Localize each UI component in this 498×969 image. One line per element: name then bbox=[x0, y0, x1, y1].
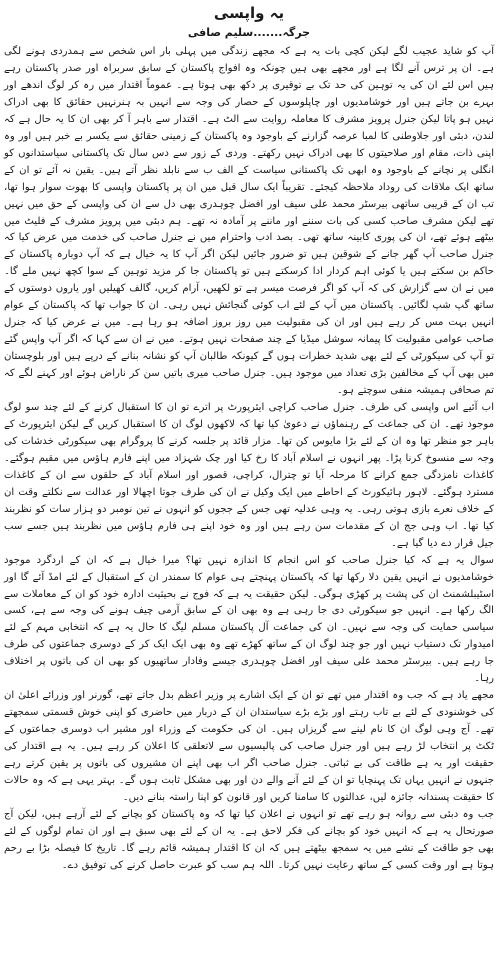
article-byline: جرگہ.......سلیم صافی bbox=[187, 26, 311, 39]
article-title: یہ واپسی bbox=[213, 4, 285, 22]
article-paragraph: جب وہ دبئی سے روانہ ہو رہے تھے تو انہوں نے اعلان کیا تھا کہ وہ پاکستان کو بچانے کے لئے آرہے ہیں، لیکن آج صورتحال یہ ہے کہ انہیں خود کو بچانے کی فکر لاحق ہے۔ یہ ان کے لئے بھی سبق ہے اور ان تمام لوگوں کے لئے بھی جو طاقت کے نشے میں یہ سمجھ بیٹھتے ہیں کہ ان کا اقتدار ہمیشہ قائم رہے گا۔ تاریخ کا فیصلہ بڑا بے رحم ہوتا ہے اور وقت کسی کے ساتھ رعایت نہیں کرتا۔ اللہ ہم سب کو عبرت حاصل کرنے کی توفیق دے۔ bbox=[4, 808, 494, 871]
article-paragraph: اب آئیے اس واپسی کی طرف۔ جنرل صاحب کراچی ایئرپورٹ پر اترے تو ان کا استقبال کرنے کے لئے چند سو لوگ موجود تھے۔ ان کی جماعت کے رہنماؤں نے دعویٰ کیا تھا کہ لاکھوں لوگ ان کا استقبال کریں گے لیکن ایئرپورٹ کے باہر جو منظر تھا وہ ان کے لئے بڑا مایوس کن تھا۔ مزار قائد پر جلسہ کرنے کا پروگرام بھی سیکورٹی خدشات کی وجہ سے منسوخ کرنا پڑا۔ پھر انہوں نے اسلام آباد کا رخ کیا اور چک شہزاد میں اپنے فارم ہاؤس میں مقیم ہوگئے۔ کاغذات نامزدگی جمع کرانے کا مرحلہ آیا تو چترال، کراچی، قصور اور اسلام آباد کے حلقوں سے ان کے کاغذات مسترد ہوگئے۔ لاہور ہائیکورٹ کے احاطے میں ایک وکیل نے ان کی طرف جوتا اچھالا اور عدالت سے نکلتے وقت ان کے خلاف نعرے بازی ہوتی رہی۔ یہ وہی عدلیہ تھی جس کے ججوں کو انہوں نے تین نومبر دو ہزار سات کو نظربند کیا تھا۔ اب وہی جج ان کے مقدمات سن رہے ہیں اور وہ خود اپنے ہی فارم ہاؤس میں نظربند ہیں جسے سب جیل قرار دے دیا گیا ہے۔ bbox=[4, 402, 494, 549]
article-paragraph: سوال یہ ہے کہ کیا جنرل صاحب کو اس انجام کا اندازہ نہیں تھا؟ میرا خیال ہے کہ ان کے اردگرد موجود خوشامدیوں نے انہیں یقین دلا رکھا تھا کہ پاکستان پہنچتے ہی عوام کا سمندر ان کے استقبال کے لئے امڈ آئے گا اور اسٹیبلشمنٹ ان کی پشت پر کھڑی ہوگی۔ لیکن حقیقت یہ ہے کہ فوج نے بحیثیت ادارہ خود کو ان کے معاملات سے الگ رکھا ہے۔ انہیں جو سیکورٹی دی جا رہی ہے وہ بھی ان کے سابق آرمی چیف ہونے کی وجہ سے ہے، کسی سیاسی حمایت کی وجہ سے نہیں۔ ان کی جماعت آل پاکستان مسلم لیگ کا حال یہ ہے کہ انتخابی مہم کے لئے امیدوار تک دستیاب نہیں اور جو چند لوگ ان کے ساتھ کھڑے تھے وہ بھی ایک ایک کر کے دوسری جماعتوں کی طرف جا رہے ہیں۔ بیرسٹر محمد علی سیف اور افضل چوہدری جیسے وفادار ساتھیوں کو بھی ان کی باتوں پر اختلاف رہا۔ bbox=[4, 554, 494, 685]
article-body bbox=[4, 44, 494, 875]
article-paragraph: آپ کو شاید عجیب لگے لیکن کچی بات یہ ہے کہ مجھے زندگی میں پہلی بار اس شخص سے ہمدردی ہونے لگی ہے۔ ان پر ترس آنے لگا ہے اور مجھے بھی ہیں چونکہ وہ افواج پاکستان کے سابق سربراہ اور صدر پاکستان رہے ہیں اس لئے ان کی یہ توہین کی حد تک بے توقیری پر دکھ بھی ہوتا ہے۔ عموماً اقتدار میں رہ کر لوگ اندھے اور بہرے بن جاتے ہیں اور خوشامدیوں اور چاپلوسوں کے حصار کی وجہ سے انہیں بہ ہنرنہیں حقائق کا بھی ادراک نہیں ہو پاتا لیکن جنرل پرویز مشرف کا معاملہ روایت سے الٹ ہے۔ اقتدار سے باہر آ کر بھی ان کا یہ حال ہے کہ لندن، دبئی اور جلاوطنی کا لمبا عرصہ گزارنے کے باوجود وہ پاکستان کے زمینی حقائق سے یکسر بے خبر ہیں اور وہ اپنی ذات، مقام اور صلاحیتوں کا بھی ادراک نہیں رکھتے۔ وردی کے زور سے دس سال تک پاکستانی سیاستدانوں کو انگلی پر نچانے کے باوجود وہ ابھی تک پاکستانی سیاست کے الف ب سے نابلد نظر آتے ہیں۔ یقین نہ آئے تو ان کے ساتھ ایک ملاقات کی روداد ملاحظہ کیجئے۔ تقریباً ایک سال قبل میں ان پر پاکستان واپسی کا بھوت سوار ہوا تھا، تب ان کے قریبی ساتھی بیرسٹر محمد علی سیف اور افضل چوہدری بھی دل سے ان کی واپسی کے حق میں نہیں تھے لیکن مشرف صاحب کسی کی بات سننے اور ماننے پر آمادہ نہ تھے۔ ہم دبئی میں پرویز مشرف کے فلیٹ میں بیٹھے ہوئے تھے، ان کی پوری کابینہ ساتھ تھی۔ بصد ادب واحترام میں نے جنرل صاحب کی خدمت میں عرض کیا کہ جنرل صاحب آپ گھر جانے کے شوقین ہیں تو ضرور جائیں لیکن اگر آپ کا یہ خیال ہے کہ آپ دوبارہ پاکستان کے حاکم بن سکتے ہیں یا کوئی اہم کردار ادا کرسکتے ہیں تو پاکستان جا کر مزید توہین کے سوا کچھ نہیں ملے گا۔ میں نے ان سے گزارش کی کہ آپ کو اگر فرصت میسر ہے تو لکھیں، آرام کریں، گالف کھیلیں اور یاروں دوستوں کے ساتھ گپ شپ لگائیں۔ پاکستان میں آپ کے لئے اب کوئی گنجائش نہیں رہی۔ ان کا جواب تھا کہ پاکستان کے عوام انہیں بہت مس کر رہے ہیں اور ان کی مقبولیت میں روز بروز اضافہ ہو رہا ہے۔ میں نے عرض کیا کہ جنرل صاحب عوامی مقبولیت کا پیمانہ سوشل میڈیا کے چند صفحات نہیں ہوتے۔ میں نے ان سے کہا کہ اگر آپ واپس گئے تو آپ کی سیکورٹی کے لئے بھی شدید خطرات ہوں گے کیونکہ طالبان آپ کو نشانہ بنانے کے درپے ہیں اور بلوچستان میں بھی آپ کے مخالفین بڑی تعداد میں موجود ہیں۔ جنرل صاحب میری باتیں سن کر ناراض ہوئے اور کہنے لگے کہ تم صحافی ہمیشہ منفی سوچتے ہو۔ bbox=[4, 46, 494, 397]
article-paragraph: مجھے یاد ہے کہ جب وہ اقتدار میں تھے تو ان کے ایک اشارے پر وزیر اعظم بدل جاتے تھے، گورنر اور وزرائے اعلیٰ ان کی خوشنودی کے لئے بے تاب رہتے اور بڑے بڑے سیاستدان ان کے دربار میں حاضری کو اپنی خوش قسمتی سمجھتے تھے۔ آج وہی لوگ ان کا نام لینے سے گریزاں ہیں۔ ان کی حکومت کے وزراء اور مشیر اب دوسری جماعتوں کے ٹکٹ پر انتخاب لڑ رہے ہیں اور جنرل صاحب کی پالیسیوں سے لاتعلقی کا اعلان کر رہے ہیں۔ یہ ہے اقتدار کی حقیقت اور یہ ہے طاقت کی بے ثباتی۔ جنرل صاحب اگر اب بھی اپنے ان مشیروں کی باتوں پر یقین کرتے رہے جنہوں نے انہیں یہاں تک پہنچایا تو ان کے لئے آنے والے دن اور بھی مشکل ثابت ہوں گے۔ بہتر یہی ہے کہ وہ حالات کا حقیقت پسندانہ جائزہ لیں، عدالتوں کا سامنا کریں اور قانون کو اپنا راستہ بنانے دیں۔ bbox=[4, 690, 494, 803]
